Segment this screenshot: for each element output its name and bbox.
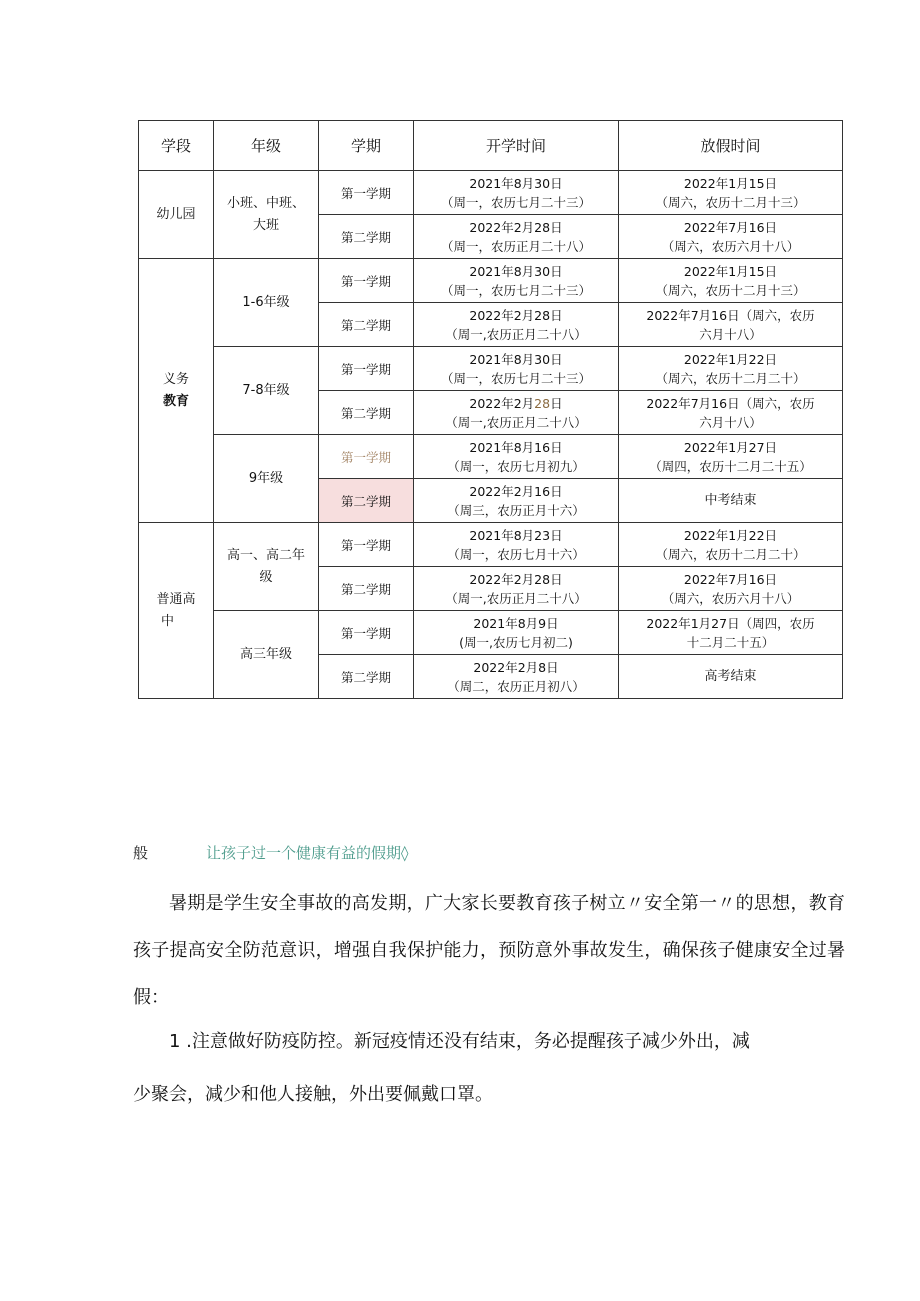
start-date: 2021年8月23日: [469, 527, 563, 543]
end-date-cell: [619, 567, 843, 611]
start-date: 2022年2月28日: [469, 571, 563, 587]
stage-name-line: 中: [161, 613, 175, 629]
grade-cell-senior-3: 高三年级: [214, 611, 319, 699]
start-date-note: （周一，农历七月十六）: [447, 546, 585, 562]
start-date-cell: [414, 303, 619, 347]
start-date-cell: [414, 347, 619, 391]
end-date-note: （周四，农历十二月二十五）: [649, 458, 812, 474]
end-date-note: （周六，农历十二月二十）: [655, 546, 806, 562]
term-cell: 第一学期: [319, 171, 414, 215]
start-date-note: （周一，农历七月二十三）: [440, 282, 591, 298]
paragraph-item-1-continued: 少聚会，减少和他人接触，外出要佩戴口罩。: [133, 1084, 493, 1105]
header-grade: 年级: [214, 121, 319, 171]
start-date-note: （周一，农历正月二十八）: [440, 238, 591, 254]
grade-name-line: 小班、中班、: [226, 195, 305, 211]
end-date-note: （周六，农历六月十八）: [661, 590, 800, 606]
start-date-note: （周一,农历正月二十八）: [445, 326, 587, 342]
start-date-part: 日: [550, 395, 563, 411]
start-date-note: (周一,农历七月初二): [459, 634, 573, 650]
term-cell: 第二学期: [319, 215, 414, 259]
end-date-cell: [619, 215, 843, 259]
grade-name-line: 高一、高二年: [226, 547, 305, 563]
header-start-date: 开学时间: [414, 121, 619, 171]
start-date-cell: [414, 611, 619, 655]
stage-name-line: 普通高: [156, 591, 196, 607]
grade-cell-7-8: 7-8年级: [214, 347, 319, 435]
grade-name-line: 级: [259, 569, 273, 585]
start-date: 2021年8月30日: [469, 175, 563, 191]
start-date: 2022年2月16日: [469, 483, 563, 499]
start-date-note: （周一，农历七月初九）: [447, 458, 585, 474]
end-date-note: 六月十八）: [699, 326, 762, 342]
term-cell: 第一学期: [319, 435, 414, 479]
end-date-cell: [619, 435, 843, 479]
table-header-row: [139, 121, 843, 171]
start-date-note: （周一，农历七月二十三）: [440, 370, 591, 386]
start-date: [414, 394, 618, 413]
stage-cell-compulsory: [139, 259, 214, 523]
stage-name: 幼儿园: [156, 206, 196, 222]
start-date-cell: [414, 391, 619, 435]
end-date-cell: [619, 347, 843, 391]
term-cell: 第二学期: [319, 567, 414, 611]
end-date-cell: [619, 391, 843, 435]
table-row: [139, 435, 843, 479]
paragraph-intro: 暑期是学生安全事故的高发期，广大家长要教育孩子树立〃安全第一〃的思想，教育孩子提高安全防范意识，增强自我保护能力，预防意外事故发生，确保孩子健康安全过暑假：: [133, 893, 845, 1008]
stage-name-line: 义务: [162, 371, 189, 387]
term-cell: 第二学期: [319, 303, 414, 347]
table-row: [139, 523, 843, 567]
end-date-cell: 中考结束: [619, 479, 843, 523]
start-date: 2022年2月28日: [469, 307, 563, 323]
start-date: 2022年2月28日: [469, 219, 563, 235]
end-date: 2022年7月16日（周六，农历: [646, 395, 815, 411]
start-date-note: （周一，农历七月二十三）: [440, 194, 591, 210]
start-date-part: 2022年2月: [469, 395, 535, 411]
term-cell: 第一学期: [319, 611, 414, 655]
term-cell: 第二学期: [319, 391, 414, 435]
end-date: 2022年7月16日（周六，农历: [646, 307, 815, 323]
school-calendar-table: [138, 120, 843, 699]
end-date-cell: [619, 259, 843, 303]
end-date: 2022年1月22日: [683, 351, 778, 367]
term-cell: 第二学期: [319, 479, 414, 523]
paragraph-item-1: 1 .注意做好防疫防控。新冠疫情还没有结束，务必提醒孩子减少外出，减: [169, 1031, 750, 1052]
end-date-note: （周六，农历十二月二十）: [655, 370, 806, 386]
end-date-note: 十二月二十五）: [686, 634, 775, 650]
end-date-cell: [619, 303, 843, 347]
start-date: 2021年8月30日: [469, 351, 563, 367]
end-date: 2022年1月15日: [683, 175, 778, 191]
start-date-cell: [414, 479, 619, 523]
table-row: [139, 611, 843, 655]
heading-prefix: 般: [133, 844, 149, 862]
grade-cell-kindergarten: [214, 171, 319, 259]
end-date-note: （周六，农历十二月十三）: [655, 282, 806, 298]
term-cell: 第一学期: [319, 347, 414, 391]
term-cell: 第二学期: [319, 655, 414, 699]
end-date-cell: 高考结束: [619, 655, 843, 699]
start-date-cell: [414, 171, 619, 215]
start-date: 2021年8月30日: [469, 263, 563, 279]
end-date-note: （周六，农历六月十八）: [661, 238, 800, 254]
stage-cell-kindergarten: [139, 171, 214, 259]
grade-cell-9: 9年级: [214, 435, 319, 523]
end-date: 2022年7月16日: [683, 571, 778, 587]
start-date-cell: [414, 259, 619, 303]
start-date-note: （周三，农历正月十六）: [447, 502, 585, 518]
term-cell: 第一学期: [319, 259, 414, 303]
end-date: 2022年1月22日: [683, 527, 778, 543]
end-date-cell: [619, 611, 843, 655]
end-date-note: 六月十八）: [699, 414, 762, 430]
header-end-date: 放假时间: [619, 121, 843, 171]
heading-title: 让孩子过一个健康有益的假期◊: [206, 844, 409, 862]
end-date-note: （周六，农历十二月十三）: [655, 194, 806, 210]
end-date-cell: [619, 523, 843, 567]
start-date-note: （周二，农历正月初八）: [447, 678, 585, 694]
stage-cell-high-school: [139, 523, 214, 699]
end-date-cell: [619, 171, 843, 215]
section-heading: [133, 842, 408, 863]
grade-cell-1-6: 1-6年级: [214, 259, 319, 347]
table-row: [139, 171, 843, 215]
stage-name-line: 教育: [162, 393, 189, 409]
end-date: 2022年1月27日（周四，农历: [646, 615, 815, 631]
start-date: 2021年8月9日: [473, 615, 559, 631]
start-date-cell: [414, 523, 619, 567]
start-date-cell: [414, 215, 619, 259]
start-date-note: （周一,农历正月二十八）: [445, 414, 587, 430]
start-date: 2021年8月16日: [469, 439, 563, 455]
header-stage: 学段: [139, 121, 214, 171]
end-date: 2022年1月27日: [683, 439, 778, 455]
end-date: 2022年7月16日: [683, 219, 778, 235]
header-term: 学期: [319, 121, 414, 171]
start-date: 2022年2月8日: [473, 659, 559, 675]
term-cell: 第一学期: [319, 523, 414, 567]
start-date-note: （周一,农历正月二十八）: [445, 590, 587, 606]
start-date-cell: [414, 435, 619, 479]
end-date: 2022年1月15日: [683, 263, 778, 279]
grade-cell-senior-1-2: [214, 523, 319, 611]
start-date-cell: [414, 655, 619, 699]
table-row: [139, 347, 843, 391]
grade-name-line: 大班: [252, 217, 279, 233]
start-date-cell: [414, 567, 619, 611]
table-row: [139, 259, 843, 303]
start-date-day: 28: [534, 395, 551, 411]
